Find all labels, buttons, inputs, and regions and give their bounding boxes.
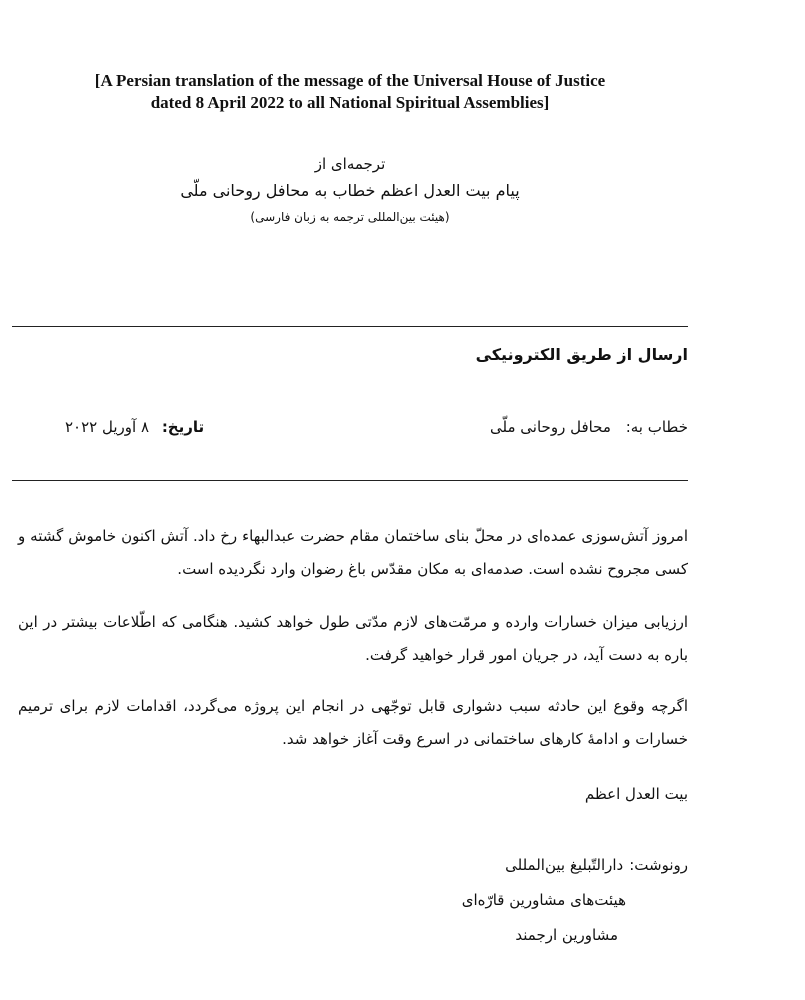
body-paragraph-1: امروز آتش‌سوزی عمده‌ای در محلّ بنای ساختمان مقام حضرت عبدالبهاء رخ داد. آتش اکنون خاموش گشته و کسی مجروح نشده است. صدمه‌ای به مکان مقدّس باغ رضوان وارد نگردیده است. bbox=[18, 527, 688, 578]
delivery-method: ارسال از طریق الکترونیکی bbox=[475, 345, 688, 364]
date-line bbox=[65, 418, 204, 436]
english-header-line-1: [A Persian translation of the message of the Universal House of Justice bbox=[94, 71, 606, 90]
body-paragraph-2: ارزیابی میزان خسارات وارده و مرمّت‌های لازم مدّتی طول خواهد کشید. هنگامی که اطّلاعات بیشتر در این باره به دست آید، در جریان امور قرار خواهید گرفت. bbox=[18, 613, 688, 664]
persian-title-block bbox=[150, 152, 550, 228]
cc-label: رونوشت: bbox=[629, 856, 688, 874]
addressee-value: محافل روحانی ملّی bbox=[490, 418, 611, 436]
cc-item: مشاورین ارجمند bbox=[515, 926, 618, 944]
top-divider bbox=[12, 326, 688, 327]
date-value: ۸ آوریل ۲۰۲۲ bbox=[65, 418, 150, 436]
body-paragraph-3: اگرچه وقوع این حادثه سبب دشواری قابل توجّهی در انجام این پروژه می‌گردد، اقدامات لازم برای ترمیم خسارات و ادامهٔ کارهای ساختمانی در اسرع وقت آغاز خواهد شد. bbox=[18, 697, 688, 748]
cc-item: دارالتّبلیغ بین‌المللی bbox=[505, 856, 624, 874]
bottom-divider bbox=[12, 480, 688, 481]
signature: بیت العدل اعظم bbox=[584, 785, 688, 803]
title-message: پیام بیت العدل اعظم خطاب به محافل روحانی ملّی bbox=[180, 181, 520, 200]
cc-row-1 bbox=[388, 848, 688, 883]
date-label: تاریخ: bbox=[161, 418, 205, 436]
cc-row-2 bbox=[388, 883, 688, 918]
title-translation-of: ترجمه‌ای از bbox=[314, 155, 386, 173]
addressee-line bbox=[490, 418, 688, 436]
cc-item: هیئت‌های مشاورین قارّه‌ای bbox=[461, 891, 626, 909]
cc-block bbox=[388, 848, 688, 953]
addressee-label: خطاب به: bbox=[625, 418, 688, 436]
title-translator-note: (هیئت بین‌المللی ترجمه به زبان فارسی) bbox=[250, 210, 450, 224]
english-header-line-2: dated 8 April 2022 to all National Spiritual Assemblies] bbox=[150, 93, 550, 112]
english-header bbox=[0, 70, 700, 114]
cc-row-3 bbox=[388, 918, 688, 953]
